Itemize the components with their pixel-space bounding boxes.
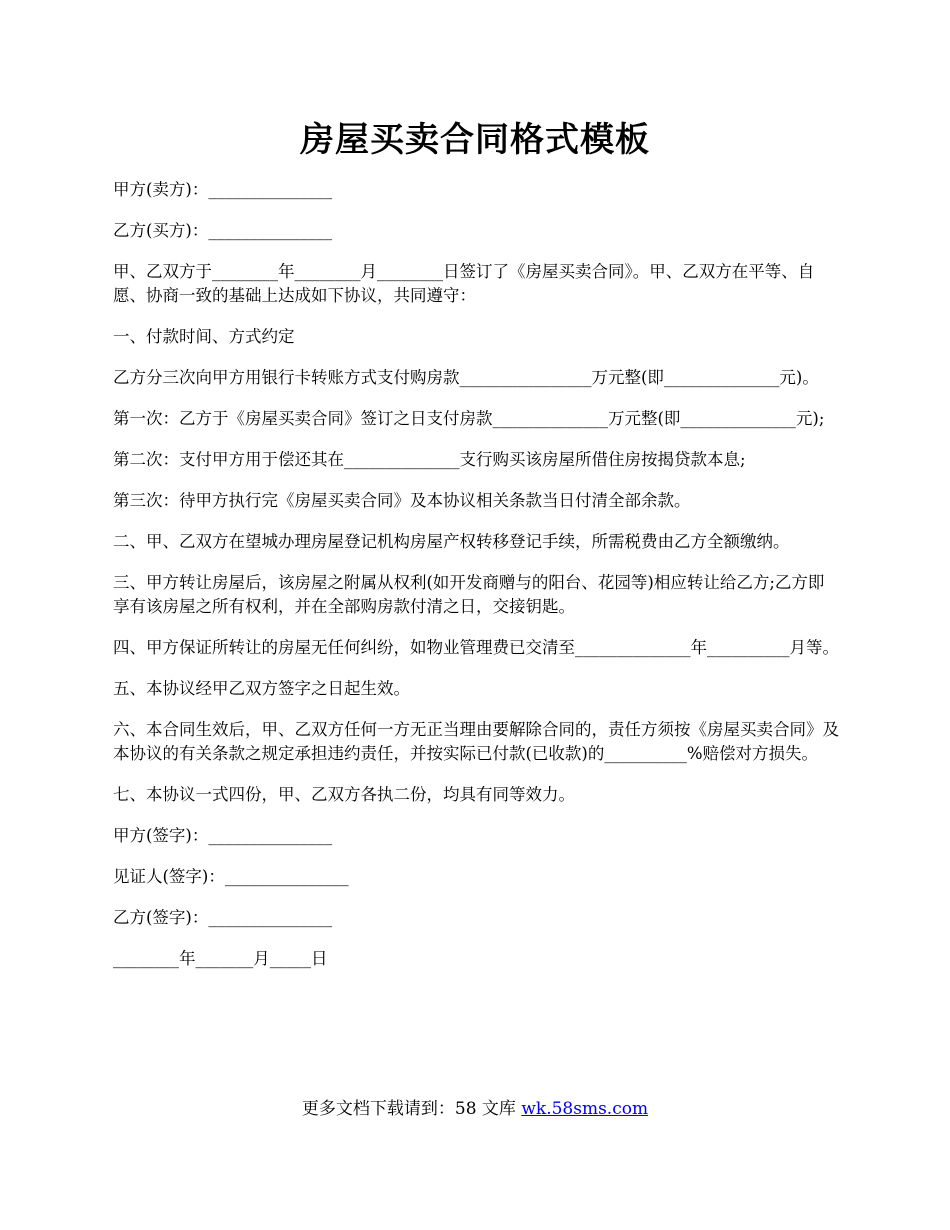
section-6: 六、本合同生效后，甲、乙双方任何一方无正当理由要解除合同的，责任方须按《房屋买卖合同》及本协议的有关条款之规定承担违约责任，并按实际已付款(已收款)的__________%赔偿对方损失。 <box>113 720 839 763</box>
section-7: 七、本协议一式四份，甲、乙双方各执二份，均具有同等效力。 <box>113 785 575 804</box>
footer <box>0 1094 950 1119</box>
payment-first: 第一次：乙方于《房屋买卖合同》签订之日支付房款______________万元整(即______________元); <box>113 409 825 428</box>
intro-paragraph: 甲、乙双方于________年________月________日签订了《房屋买卖合同》。甲、乙双方在平等、自愿、协商一致的基础上达成如下协议，共同遵守： <box>113 262 815 305</box>
payment-paragraph: 乙方分三次向甲方用银行卡转账方式支付购房款________________万元整(即______________元)。 <box>113 368 819 387</box>
footer-text: 更多文档下载请到：58 文库 <box>301 1099 522 1119</box>
party-b-line: 乙方(买方)：_______________ <box>113 221 333 240</box>
document-body <box>113 178 839 971</box>
section-5: 五、本协议经甲乙双方签字之日起生效。 <box>113 679 410 698</box>
party-a-signature: 甲方(签字)：_______________ <box>113 826 333 845</box>
payment-second: 第二次：支付甲方用于偿还其在______________支行购买该房屋所借住房按揭贷款本息; <box>113 450 746 469</box>
section-2: 二、甲、乙双方在望城办理房屋登记机构房屋产权转移登记手续，所需税费由乙方全额缴纳。 <box>113 532 790 551</box>
document-title: 房屋买卖合同格式模板 <box>300 120 650 160</box>
date-line: ________年_______月_____日 <box>113 949 328 968</box>
payment-third: 第三次：待甲方执行完《房屋买卖合同》及本协议相关条款当日付清全部余款。 <box>113 491 691 510</box>
section-4: 四、甲方保证所转让的房屋无任何纠纷，如物业管理费已交清至______________年__________月等。 <box>113 638 839 657</box>
witness-signature: 见证人(签字)：_______________ <box>113 867 349 886</box>
footer-link[interactable]: wk.58sms.com <box>521 1099 649 1119</box>
party-b-signature: 乙方(签字)：_______________ <box>113 908 333 927</box>
section-1-heading: 一、付款时间、方式约定 <box>113 327 295 346</box>
section-3: 三、甲方转让房屋后，该房屋之附属从权利(如开发商赠与的阳台、花园等)相应转让给乙方;乙方即享有该房屋之所有权利，并在全部购房款付清之日，交接钥匙。 <box>113 573 825 616</box>
party-a-line: 甲方(卖方)：_______________ <box>113 180 333 199</box>
